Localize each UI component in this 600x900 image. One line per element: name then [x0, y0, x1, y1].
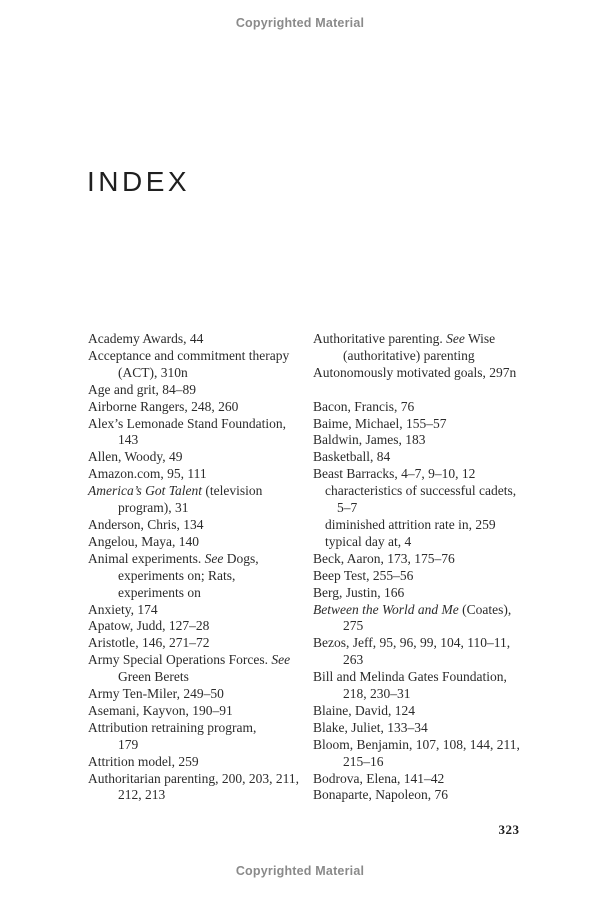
- index-line: Alex’s Lemonade Stand Foundation,: [88, 415, 286, 431]
- index-line: [88, 551, 313, 568]
- index-line: Basketball, 84: [313, 449, 391, 465]
- index-column-right: [313, 331, 548, 804]
- index-line: Green Berets: [118, 669, 189, 685]
- copyright-notice-bottom: Copyrighted Material: [235, 864, 365, 878]
- index-line: experiments on; Rats,: [118, 567, 236, 583]
- index-line: diminished attrition rate in, 259: [325, 516, 496, 532]
- index-line: Berg, Justin, 166: [313, 584, 405, 600]
- index-line: Blake, Juliet, 133–34: [313, 719, 428, 735]
- index-line-italic-segment: See: [446, 331, 465, 346]
- index-line: [313, 331, 548, 348]
- index-line: Bonaparte, Napoleon, 76: [313, 787, 448, 803]
- index-line: Allen, Woody, 49: [88, 449, 183, 465]
- index-line-segment: Dogs,: [223, 550, 259, 566]
- index-line: 212, 213: [118, 787, 166, 803]
- index-line: Anxiety, 174: [88, 601, 158, 617]
- index-line: Bacon, Francis, 76: [313, 398, 415, 414]
- index-line: [88, 483, 313, 500]
- index-line: Asemani, Kayvon, 190–91: [88, 702, 233, 718]
- index-line: Baime, Michael, 155–57: [313, 415, 447, 431]
- index-line-segment: (Coates),: [458, 601, 512, 617]
- index-line: Bodrova, Elena, 141–42: [313, 770, 445, 786]
- index-line: Angelou, Maya, 140: [88, 533, 199, 549]
- index-line: Attrition model, 259: [88, 753, 199, 769]
- index-line: Bloom, Benjamin, 107, 108, 144, 211,: [313, 736, 520, 752]
- index-line-italic-segment: See: [271, 652, 291, 668]
- index-line: Bezos, Jeff, 95, 96, 99, 104, 110–11,: [313, 635, 511, 651]
- index-line: 263: [343, 652, 364, 668]
- index-line: Beep Test, 255–56: [313, 567, 414, 583]
- copyright-notice-top: Copyrighted Material: [235, 16, 365, 30]
- index-line: [313, 602, 548, 619]
- index-line: program), 31: [118, 500, 189, 516]
- index-line: Acceptance and commitment therapy: [88, 347, 290, 363]
- index-line: Attribution retraining program,: [88, 719, 257, 735]
- index-line: Beast Barracks, 4–7, 9–10, 12: [313, 466, 476, 482]
- index-line: Baldwin, James, 183: [313, 432, 426, 448]
- index-line: Age and grit, 84–89: [88, 381, 196, 397]
- index-line: 5–7: [337, 500, 358, 516]
- index-line: 218, 230–31: [343, 686, 411, 702]
- index-line-segment: Wise: [464, 331, 496, 346]
- index-line: Bill and Melinda Gates Foundation,: [313, 669, 507, 685]
- index-line: Army Ten-Miler, 249–50: [88, 686, 224, 702]
- index-column-left: [88, 331, 313, 804]
- index-line: (ACT), 310n: [118, 364, 188, 380]
- index-line: Aristotle, 146, 271–72: [88, 635, 210, 651]
- index-line: typical day at, 4: [325, 533, 412, 549]
- index-line: experiments on: [118, 584, 201, 600]
- index-line: [88, 652, 313, 669]
- index-line: 143: [118, 432, 139, 448]
- index-line: 179: [118, 736, 139, 752]
- index-line-segment: Authoritative parenting.: [313, 331, 447, 346]
- index-line: Academy Awards, 44: [88, 331, 204, 346]
- index-line: 215–16: [343, 753, 384, 769]
- index-line-italic-segment: See: [204, 550, 224, 566]
- index-line: Airborne Rangers, 248, 260: [88, 398, 239, 414]
- index-line: (authoritative) parenting: [343, 347, 475, 363]
- index-line: 275: [343, 618, 364, 634]
- index-line: characteristics of successful cadets,: [325, 483, 517, 499]
- index-line-segment: Army Special Operations Forces.: [88, 652, 272, 668]
- index-line-italic-segment: America’s Got Talent: [88, 483, 203, 499]
- index-line: Authoritarian parenting, 200, 203, 211,: [88, 770, 299, 786]
- page-number: 323: [498, 822, 520, 837]
- index-line: Autonomously motivated goals, 297n: [313, 364, 517, 380]
- index-line-segment: (television: [202, 483, 263, 499]
- page-title: INDEX: [87, 166, 191, 197]
- index-line: Amazon.com, 95, 111: [88, 466, 207, 482]
- index-line: Blaine, David, 124: [313, 702, 415, 718]
- index-line-italic-segment: Between the World and Me: [313, 601, 459, 617]
- index-line: Apatow, Judd, 127–28: [88, 618, 210, 634]
- index-columns: [88, 331, 548, 804]
- index-blank-line: [313, 382, 548, 399]
- index-line: Anderson, Chris, 134: [88, 516, 204, 532]
- index-line-segment: Animal experiments.: [88, 550, 205, 566]
- index-line: Beck, Aaron, 173, 175–76: [313, 550, 455, 566]
